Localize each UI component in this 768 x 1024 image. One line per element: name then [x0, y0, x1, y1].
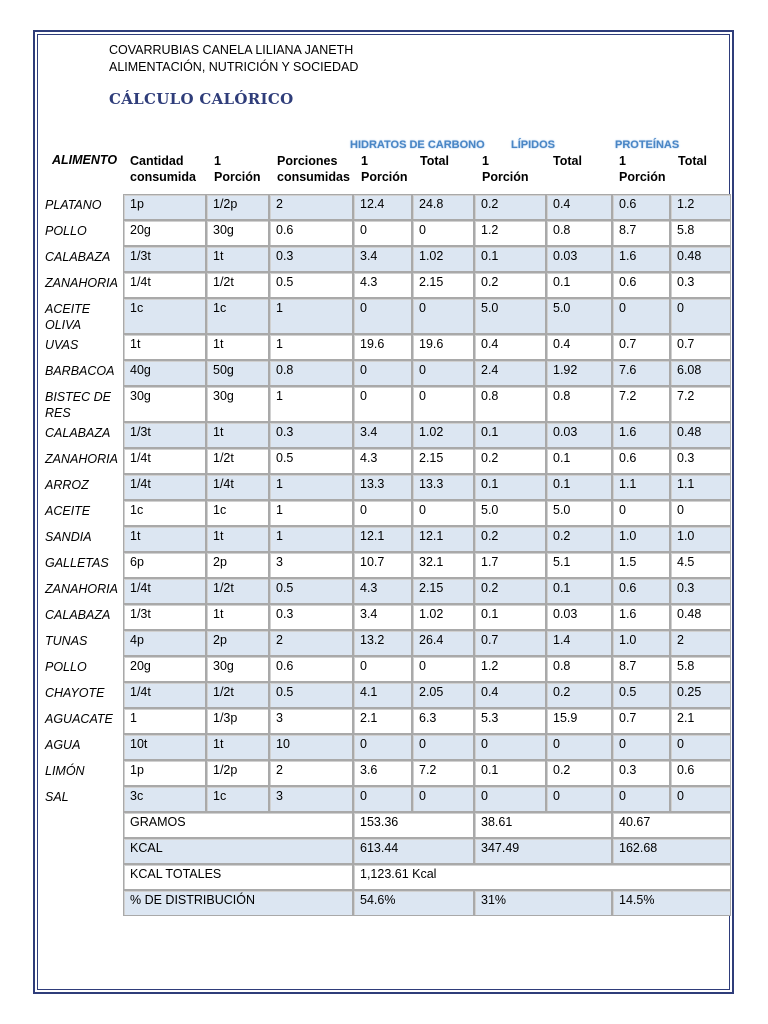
table-cell: 7.2 [612, 386, 670, 422]
table-cell: 0.48 [670, 246, 731, 272]
table-cell: 0 [412, 656, 474, 682]
column-header-cantidad: Cantidad consumida [130, 154, 196, 184]
food-name: POLLO [45, 224, 87, 238]
food-name: CHAYOTE [45, 686, 105, 700]
table-cell: 3.4 [353, 604, 412, 630]
table-cell: 13.3 [412, 474, 474, 500]
table-cell: 12.1 [412, 526, 474, 552]
table-row [123, 334, 731, 360]
table-row [123, 786, 731, 812]
table-cell: 8.7 [612, 220, 670, 246]
table-cell: 0.2 [474, 194, 546, 220]
table-cell: 0.6 [269, 220, 353, 246]
table-cell: 15.9 [546, 708, 612, 734]
table-cell: 0.6 [269, 656, 353, 682]
table-cell: 1/3p [206, 708, 269, 734]
table-cell: 20g [123, 656, 206, 682]
table-row [123, 220, 731, 246]
food-name: CALABAZA [45, 608, 111, 622]
summary-cell: 153.36 [353, 812, 474, 838]
table-cell: 0 [353, 220, 412, 246]
table-cell: 0.3 [670, 578, 731, 604]
table-cell: 0 [670, 298, 731, 334]
table-cell: 0.1 [474, 474, 546, 500]
table-cell: 8.7 [612, 656, 670, 682]
table-cell: 0.2 [546, 760, 612, 786]
table-cell: 19.6 [412, 334, 474, 360]
table-cell: 0.7 [612, 334, 670, 360]
table-cell: 1 [269, 386, 353, 422]
table-row [123, 708, 731, 734]
table-cell: 7.2 [670, 386, 731, 422]
table-cell: 0.7 [474, 630, 546, 656]
calorie-table [123, 194, 731, 918]
table-cell: 10t [123, 734, 206, 760]
column-header-porcion: 1 Porción [214, 154, 261, 184]
table-cell: 1.0 [670, 526, 731, 552]
table-cell: 5.0 [474, 298, 546, 334]
table-cell: 0.6 [612, 194, 670, 220]
table-cell: 4.1 [353, 682, 412, 708]
table-cell: 0.4 [474, 682, 546, 708]
table-cell: 0 [546, 734, 612, 760]
table-cell: 1/2p [206, 194, 269, 220]
table-cell: 1t [206, 422, 269, 448]
table-cell: 1c [123, 500, 206, 526]
table-cell: 10 [269, 734, 353, 760]
table-cell: 2.15 [412, 448, 474, 474]
table-cell: 2.1 [353, 708, 412, 734]
table-cell: 5.0 [546, 500, 612, 526]
group-label-lipidos: LÍPIDOS [511, 139, 556, 151]
table-cell: 0.3 [670, 272, 731, 298]
table-cell: 0.2 [474, 526, 546, 552]
table-cell: 0 [353, 786, 412, 812]
table-cell: 2.4 [474, 360, 546, 386]
table-cell: 0.1 [474, 246, 546, 272]
table-cell: 0 [412, 786, 474, 812]
document-title: CÁLCULO CALÓRICO [109, 90, 294, 108]
table-cell: 1.1 [670, 474, 731, 500]
table-cell: 0.6 [612, 272, 670, 298]
table-cell: 0.03 [546, 246, 612, 272]
table-row [123, 682, 731, 708]
table-cell: 0.2 [474, 272, 546, 298]
table-cell: 0.5 [269, 578, 353, 604]
table-cell: 5.1 [546, 552, 612, 578]
table-cell: 5.8 [670, 220, 731, 246]
table-cell: 3.6 [353, 760, 412, 786]
table-row [123, 272, 731, 298]
table-cell: 0 [670, 500, 731, 526]
table-cell: 0.4 [546, 194, 612, 220]
table-cell: 1.92 [546, 360, 612, 386]
summary-cell: 40.67 [612, 812, 731, 838]
table-cell: 0 [353, 360, 412, 386]
food-name: SAL [45, 790, 69, 804]
table-cell: 1t [206, 604, 269, 630]
table-cell: 0 [412, 386, 474, 422]
table-cell: 2 [269, 194, 353, 220]
table-cell: 40g [123, 360, 206, 386]
table-row [123, 578, 731, 604]
table-cell: 1c [206, 500, 269, 526]
table-cell: 0.3 [269, 246, 353, 272]
table-cell: 0.1 [546, 272, 612, 298]
table-row [123, 604, 731, 630]
food-name: ZANAHORIA [45, 276, 118, 290]
table-cell: 1t [206, 246, 269, 272]
table-cell: 12.4 [353, 194, 412, 220]
table-cell: 32.1 [412, 552, 474, 578]
table-cell: 1/4t [123, 272, 206, 298]
table-cell: 1t [206, 334, 269, 360]
table-cell: 0 [353, 500, 412, 526]
table-cell: 2 [670, 630, 731, 656]
table-cell: 1.6 [612, 422, 670, 448]
table-cell: 1/2t [206, 448, 269, 474]
table-cell: 12.1 [353, 526, 412, 552]
table-cell: 0.8 [474, 386, 546, 422]
table-cell: 1/2p [206, 760, 269, 786]
table-cell: 1/4t [206, 474, 269, 500]
table-cell: 1.4 [546, 630, 612, 656]
table-cell: 1.2 [474, 220, 546, 246]
table-cell: 0.48 [670, 422, 731, 448]
table-cell: 0.5 [612, 682, 670, 708]
table-cell: 0 [670, 734, 731, 760]
table-cell: 0 [412, 500, 474, 526]
summary-cell: 38.61 [474, 812, 612, 838]
summary-cell: KCAL TOTALES [123, 864, 353, 890]
table-row [123, 448, 731, 474]
food-name: POLLO [45, 660, 87, 674]
table-cell: 0 [546, 786, 612, 812]
summary-row-gramos [123, 812, 731, 838]
table-cell: 0.03 [546, 422, 612, 448]
table-cell: 50g [206, 360, 269, 386]
table-cell: 0.1 [546, 578, 612, 604]
table-cell: 1 [269, 474, 353, 500]
summary-cell: % DE DISTRIBUCIÓN [123, 890, 353, 916]
table-cell: 0.1 [474, 760, 546, 786]
food-name: UVAS [45, 338, 79, 352]
summary-row-distrib [123, 890, 731, 916]
table-cell: 1/4t [123, 682, 206, 708]
table-cell: 1p [123, 760, 206, 786]
table-cell: 0.4 [474, 334, 546, 360]
table-cell: 1t [206, 734, 269, 760]
table-cell: 1.6 [612, 604, 670, 630]
table-cell: 2 [269, 630, 353, 656]
table-cell: 3 [269, 552, 353, 578]
table-cell: 1/4t [123, 448, 206, 474]
table-cell: 1/3t [123, 422, 206, 448]
table-row [123, 760, 731, 786]
summary-row-totales [123, 864, 731, 890]
table-cell: 0.2 [546, 682, 612, 708]
table-cell: 7.2 [412, 760, 474, 786]
table-cell: 0.25 [670, 682, 731, 708]
table-cell: 0 [412, 220, 474, 246]
table-cell: 0.8 [546, 386, 612, 422]
table-cell: 1.02 [412, 604, 474, 630]
food-name: AGUACATE [45, 712, 113, 726]
author-name: COVARRUBIAS CANELA LILIANA JANETH [109, 43, 354, 57]
summary-cell: 613.44 [353, 838, 474, 864]
table-row [123, 500, 731, 526]
table-cell: 2 [269, 760, 353, 786]
table-cell: 19.6 [353, 334, 412, 360]
table-cell: 1 [269, 526, 353, 552]
table-cell: 0.48 [670, 604, 731, 630]
table-cell: 1.2 [670, 194, 731, 220]
column-header-prot-total: Total [678, 154, 707, 168]
table-row [123, 298, 731, 334]
table-row [123, 656, 731, 682]
table-cell: 6.08 [670, 360, 731, 386]
table-cell: 1.0 [612, 526, 670, 552]
table-cell: 0.6 [612, 578, 670, 604]
table-cell: 0 [412, 298, 474, 334]
summary-cell: 31% [474, 890, 612, 916]
table-cell: 0 [412, 734, 474, 760]
table-cell: 3 [269, 786, 353, 812]
table-row [123, 474, 731, 500]
table-cell: 0 [412, 360, 474, 386]
food-name: ACEITE [45, 504, 91, 518]
table-cell: 0 [474, 734, 546, 760]
summary-cell: 162.68 [612, 838, 731, 864]
table-cell: 1c [206, 786, 269, 812]
table-cell: 3c [123, 786, 206, 812]
table-cell: 7.6 [612, 360, 670, 386]
food-name: PLATANO [45, 198, 102, 212]
summary-cell: 14.5% [612, 890, 731, 916]
food-name: BARBACOA [45, 364, 115, 378]
table-cell: 0 [353, 656, 412, 682]
table-cell: 4p [123, 630, 206, 656]
table-cell: 0.8 [269, 360, 353, 386]
table-cell: 0 [474, 786, 546, 812]
table-cell: 1/2t [206, 682, 269, 708]
table-cell: 0 [670, 786, 731, 812]
table-cell: 0.3 [670, 448, 731, 474]
table-cell: 4.3 [353, 578, 412, 604]
table-row [123, 630, 731, 656]
table-cell: 30g [206, 656, 269, 682]
table-cell: 0 [612, 734, 670, 760]
table-cell: 24.8 [412, 194, 474, 220]
summary-cell: 347.49 [474, 838, 612, 864]
table-cell: 1.0 [612, 630, 670, 656]
table-row [123, 386, 731, 422]
table-cell: 1.7 [474, 552, 546, 578]
table-cell: 13.3 [353, 474, 412, 500]
table-cell: 1/2t [206, 272, 269, 298]
table-cell: 3 [269, 708, 353, 734]
table-cell: 1c [206, 298, 269, 334]
table-cell: 0.6 [670, 760, 731, 786]
table-row [123, 526, 731, 552]
column-header-hc-porcion: 1 Porción [361, 154, 408, 184]
table-row [123, 246, 731, 272]
summary-cell: GRAMOS [123, 812, 353, 838]
table-cell: 0 [353, 386, 412, 422]
table-cell: 1/3t [123, 246, 206, 272]
table-cell: 1.02 [412, 246, 474, 272]
table-cell: 3.4 [353, 246, 412, 272]
table-cell: 0.5 [269, 272, 353, 298]
group-label-hidratos: HIDRATOS DE CARBONO [350, 139, 485, 151]
table-cell: 0.03 [546, 604, 612, 630]
table-cell: 0 [612, 500, 670, 526]
table-cell: 2.05 [412, 682, 474, 708]
table-cell: 1.2 [474, 656, 546, 682]
table-cell: 20g [123, 220, 206, 246]
table-row [123, 734, 731, 760]
table-cell: 0 [353, 298, 412, 334]
table-cell: 0.8 [546, 656, 612, 682]
table-cell: 5.8 [670, 656, 731, 682]
table-cell: 0.6 [612, 448, 670, 474]
food-name: ZANAHORIA [45, 452, 118, 466]
food-name: TUNAS [45, 634, 88, 648]
table-cell: 1t [206, 526, 269, 552]
table-cell: 1 [269, 298, 353, 334]
table-cell: 1 [269, 334, 353, 360]
table-cell: 1p [123, 194, 206, 220]
course-name: ALIMENTACIÓN, NUTRICIÓN Y SOCIEDAD [109, 60, 359, 74]
table-row [123, 552, 731, 578]
table-cell: 0.5 [269, 448, 353, 474]
table-cell: 5.0 [474, 500, 546, 526]
table-row [123, 360, 731, 386]
table-cell: 0.4 [546, 334, 612, 360]
summary-cell: KCAL [123, 838, 353, 864]
table-cell: 1c [123, 298, 206, 334]
column-header-prot-porcion: 1 Porción [619, 154, 666, 184]
table-cell: 0.7 [670, 334, 731, 360]
table-cell: 1 [269, 500, 353, 526]
table-cell: 6.3 [412, 708, 474, 734]
group-label-proteinas: PROTEÍNAS [615, 139, 680, 151]
table-cell: 1/4t [123, 474, 206, 500]
table-row [123, 422, 731, 448]
column-header-alimento: ALIMENTO [52, 153, 118, 167]
table-cell: 0.1 [474, 604, 546, 630]
food-name: BISTEC DE RES [45, 390, 111, 420]
table-cell: 0.1 [474, 422, 546, 448]
table-cell: 1t [123, 334, 206, 360]
table-cell: 0 [612, 786, 670, 812]
table-cell: 4.3 [353, 272, 412, 298]
table-cell: 1/4t [123, 578, 206, 604]
food-name: GALLETAS [45, 556, 109, 570]
table-cell: 3.4 [353, 422, 412, 448]
food-name: AGUA [45, 738, 81, 752]
table-cell: 1t [123, 526, 206, 552]
table-cell: 5.3 [474, 708, 546, 734]
table-cell: 4.5 [670, 552, 731, 578]
column-header-lip-total: Total [553, 154, 582, 168]
table-cell: 0.3 [269, 604, 353, 630]
table-cell: 0.8 [546, 220, 612, 246]
food-name: ACEITE OLIVA [45, 302, 91, 332]
table-cell: 0.3 [612, 760, 670, 786]
table-cell: 0.2 [474, 448, 546, 474]
table-cell: 2p [206, 630, 269, 656]
table-cell: 26.4 [412, 630, 474, 656]
table-cell: 0.2 [474, 578, 546, 604]
table-cell: 1/2t [206, 578, 269, 604]
food-name: LIMÓN [45, 764, 85, 778]
food-name: CALABAZA [45, 426, 111, 440]
table-cell: 1.5 [612, 552, 670, 578]
table-cell: 0.5 [269, 682, 353, 708]
table-cell: 4.3 [353, 448, 412, 474]
food-name: ZANAHORIA [45, 582, 118, 596]
table-cell: 1.1 [612, 474, 670, 500]
table-cell: 1.02 [412, 422, 474, 448]
table-cell: 0.3 [269, 422, 353, 448]
table-cell: 0.2 [546, 526, 612, 552]
table-row [123, 194, 731, 220]
table-cell: 0.1 [546, 448, 612, 474]
table-cell: 30g [123, 386, 206, 422]
table-cell: 30g [206, 386, 269, 422]
table-cell: 2.1 [670, 708, 731, 734]
table-cell: 0.1 [546, 474, 612, 500]
table-cell: 0 [353, 734, 412, 760]
column-header-porciones: Porciones consumidas [277, 154, 350, 184]
table-cell: 0 [612, 298, 670, 334]
table-cell: 13.2 [353, 630, 412, 656]
food-name: SANDIA [45, 530, 92, 544]
summary-row-kcal [123, 838, 731, 864]
summary-cell: 54.6% [353, 890, 474, 916]
table-cell: 10.7 [353, 552, 412, 578]
table-cell: 2.15 [412, 578, 474, 604]
table-cell: 0.7 [612, 708, 670, 734]
column-header-lip-porcion: 1 Porción [482, 154, 529, 184]
table-cell: 1.6 [612, 246, 670, 272]
food-name: ARROZ [45, 478, 89, 492]
summary-cell: 1,123.61 Kcal [353, 864, 731, 890]
table-cell: 2.15 [412, 272, 474, 298]
food-name: CALABAZA [45, 250, 111, 264]
table-cell: 5.0 [546, 298, 612, 334]
table-cell: 2p [206, 552, 269, 578]
table-cell: 30g [206, 220, 269, 246]
column-header-hc-total: Total [420, 154, 449, 168]
table-cell: 6p [123, 552, 206, 578]
table-cell: 1 [123, 708, 206, 734]
table-cell: 1/3t [123, 604, 206, 630]
